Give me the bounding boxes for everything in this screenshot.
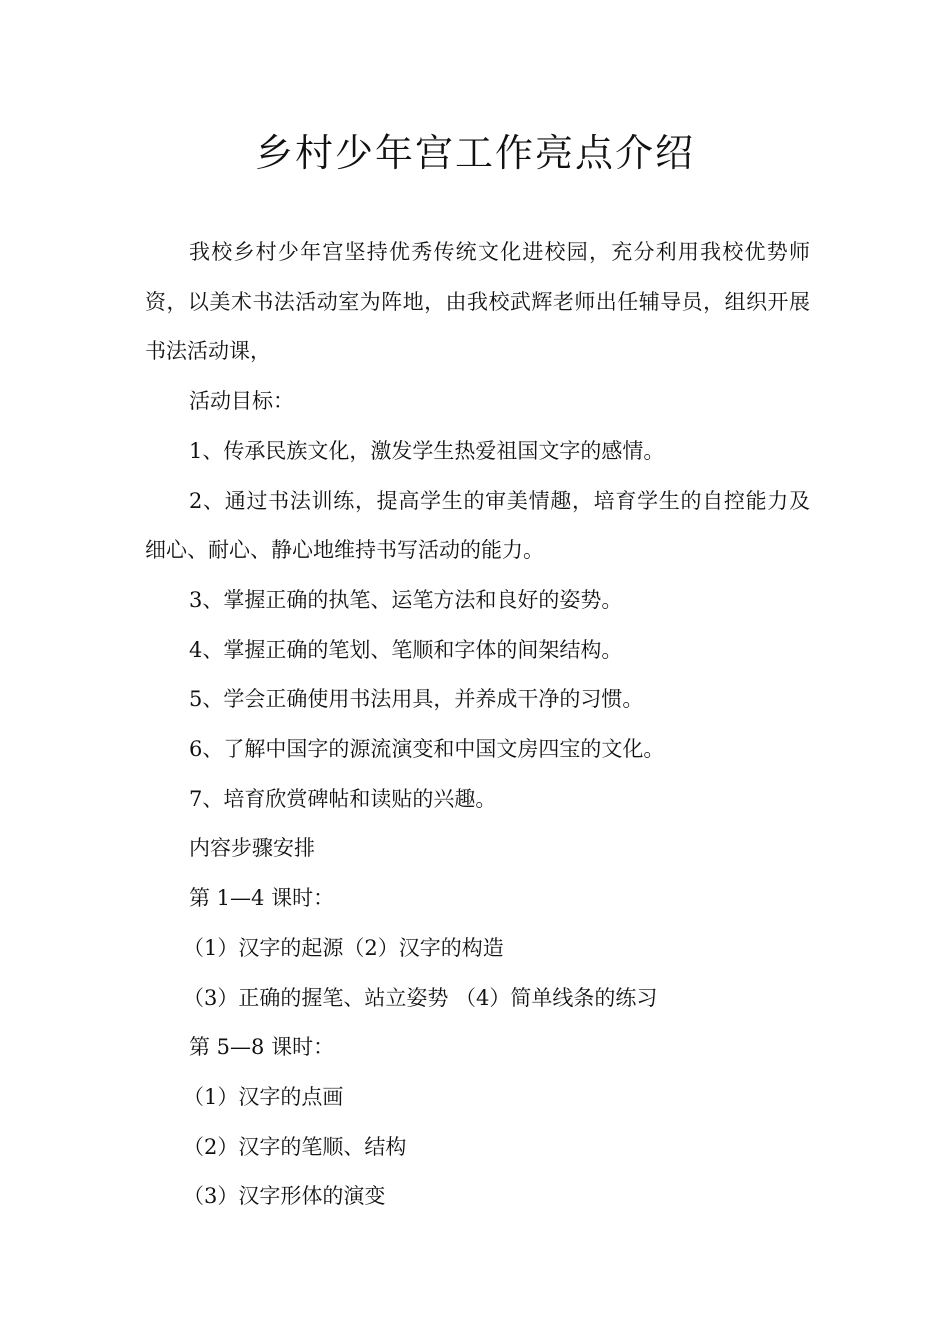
goal-item-3: 3、掌握正确的执笔、运笔方法和良好的姿势。 xyxy=(189,587,623,612)
goal-item-1: 1、传承民族文化，激发学生热爱祖国文字的感情。 xyxy=(189,438,665,463)
goal-item-5: 5、学会正确使用书法用具，并养成干净的习惯。 xyxy=(189,687,644,712)
intro-paragraph: 我校乡村少年宫坚持优秀传统文化进校园，充分利用我校优势师资，以美术书法活动室为阵地，由我校武辉老师出任辅导员，组织开展书法活动课， xyxy=(145,240,810,364)
lesson-1-4-heading: 第 1—4 课时： xyxy=(189,886,335,911)
content-heading: 内容步骤安排 xyxy=(189,836,315,861)
lesson-1-4-item-a: （1）汉字的起源（2）汉字的构造 xyxy=(183,935,504,960)
goal-item-4: 4、掌握正确的笔划、笔顺和字体的间架结构。 xyxy=(189,637,623,662)
goals-heading: 活动目标： xyxy=(189,389,294,414)
document-body xyxy=(145,228,810,1222)
goal-item-2: 2、通过书法训练，提高学生的审美情趣，培育学生的自控能力及细心、耐心、静心地维持书写活动的能力。 xyxy=(145,488,810,563)
document-title: 乡村少年宫工作亮点介绍 xyxy=(254,131,695,175)
lesson-5-8-item-2: （2）汉字的笔顺、结构 xyxy=(183,1134,407,1159)
lesson-5-8-item-3: （3）汉字形体的演变 xyxy=(183,1184,386,1209)
lesson-1-4-item-b: （3）正确的握笔、站立姿势 （4）简单线条的练习 xyxy=(183,985,658,1010)
lesson-5-8-heading: 第 5—8 课时： xyxy=(189,1035,335,1060)
lesson-5-8-item-1: （1）汉字的点画 xyxy=(183,1084,344,1109)
goal-item-7: 7、培育欣赏碑帖和读贴的兴趣。 xyxy=(189,786,497,811)
goal-item-6: 6、了解中国字的源流演变和中国文房四宝的文化。 xyxy=(189,737,665,762)
